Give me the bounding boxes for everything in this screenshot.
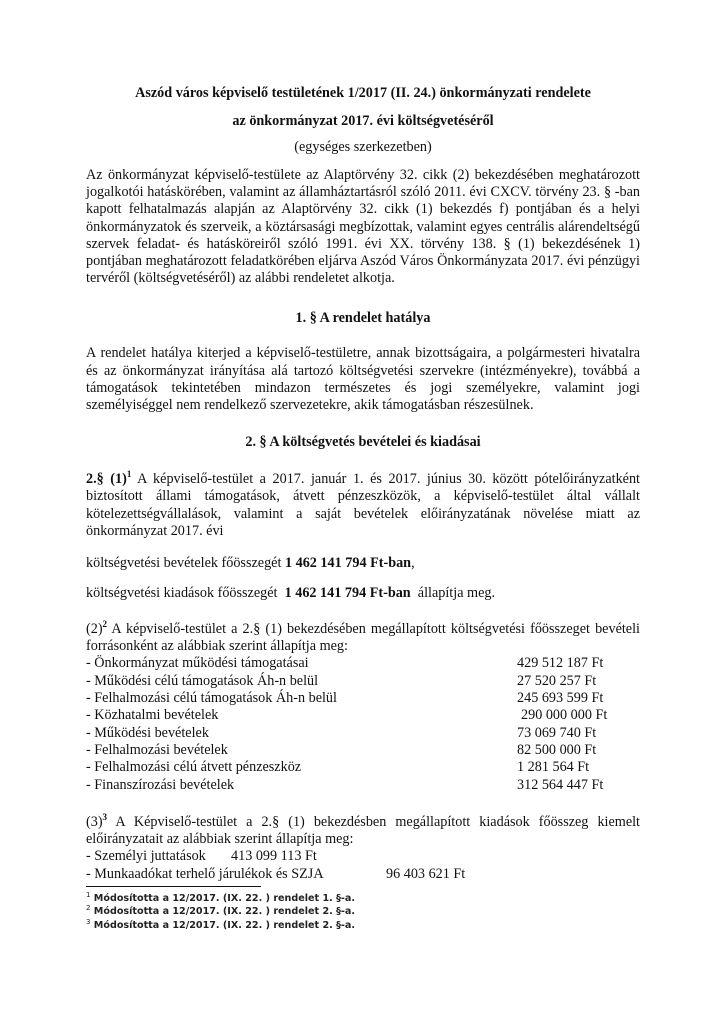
item-value: 96 403 621 Ft bbox=[386, 865, 466, 882]
paragraph-text: A képviselő-testület a 2.§ (1) bekezdésében megállapított költségvetési főösszeget bevételi forrásonként az alábbiak szerint állapítja meg: bbox=[86, 621, 640, 655]
revenue-sources-list bbox=[86, 655, 640, 793]
list-item bbox=[86, 848, 640, 865]
document-title-line-1: Aszód város képviselő testületének 1/2017 (II. 24.) önkormányzati rendelete bbox=[135, 85, 591, 101]
footnote-separator bbox=[86, 886, 261, 887]
list-item bbox=[86, 690, 640, 707]
section-2-heading: 2. § A költségvetés bevételei és kiadásai bbox=[245, 434, 481, 451]
item-label: - Önkormányzat működési támogatásai bbox=[86, 655, 309, 672]
section-2-paragraph-1 bbox=[86, 471, 640, 540]
footnote-ref-1[interactable]: 1 bbox=[126, 469, 132, 480]
paragraph-text: A Képviselő-testület a 2.§ (1) bekezdésben megállapított kiadások főösszeg kiemelt előirányzatait az alábbiak szerint állapítja meg: bbox=[86, 813, 640, 848]
footnote-text: Módosította a 12/2017. (IX. 22. ) rendelet 2. §-a. bbox=[90, 919, 356, 931]
revenue-total-suffix: , bbox=[411, 555, 415, 572]
item-value: 290 000 000 Ft bbox=[521, 707, 608, 724]
item-label: - Felhalmozási célú támogatások Áh-n belül bbox=[86, 690, 337, 707]
revenue-total-amount: 1 462 141 794 Ft-ban bbox=[284, 555, 412, 572]
item-label: - Felhalmozási célú átvett pénzeszköz bbox=[86, 759, 302, 776]
revenue-total-line bbox=[86, 554, 640, 572]
footnote-2 bbox=[86, 905, 355, 918]
section-2-paragraph-2 bbox=[86, 621, 640, 655]
list-item bbox=[86, 759, 640, 776]
list-item bbox=[86, 725, 640, 742]
footnote-text: Módosította a 12/2017. (IX. 22. ) rendelet 1. §-a. bbox=[90, 893, 356, 904]
paragraph-number: 2.§ (1) bbox=[86, 471, 127, 488]
item-label: - Működési bevételek bbox=[86, 724, 209, 741]
revenue-total-label: költségvetési bevételek főösszegét bbox=[86, 555, 285, 572]
paragraph-number: (2) bbox=[86, 621, 103, 638]
list-item bbox=[86, 777, 640, 794]
item-value: 1 281 564 Ft bbox=[517, 759, 590, 776]
expense-total-suffix: állapítja meg. bbox=[410, 585, 496, 602]
item-value: 82 500 000 Ft bbox=[517, 741, 597, 758]
document-page bbox=[86, 84, 640, 883]
item-label: - Felhalmozási bevételek bbox=[86, 741, 228, 758]
document-title-line-2: az önkormányzat 2017. évi költségvetéséről bbox=[232, 113, 494, 129]
footnote-3 bbox=[86, 919, 355, 932]
footnotes bbox=[86, 892, 355, 932]
expense-total-amount: 1 462 141 794 Ft-ban bbox=[284, 585, 411, 602]
footnote-number: 3 bbox=[86, 917, 91, 926]
footnote-number: 2 bbox=[86, 904, 91, 913]
item-label: - Munkaadókat terhelő járulékok és SZJA bbox=[86, 865, 324, 882]
footnote-number: 1 bbox=[86, 891, 91, 899]
item-value: 27 520 257 Ft bbox=[517, 672, 597, 689]
expense-total-line bbox=[86, 584, 640, 602]
item-label: - Közhatalmi bevételek bbox=[86, 707, 219, 724]
list-item bbox=[86, 673, 640, 690]
list-item bbox=[86, 707, 640, 724]
document-subtitle: (egységes szerkezetben) bbox=[294, 139, 432, 155]
preamble-paragraph: Az önkormányzat képviselő-testülete az Alaptörvény 32. cikk (2) bekezdésében meghatározott jogalkotói hatáskörében, valamint az államháztartásról szóló 2011. évi CXCV. törvény 23. § -ban kapott felhatalmazás alapján az Alaptörvény 32. cikk (1) bekezdés f) pontjában és a helyi önkormányzatok és szerveik, a köztársasági megbízottak, valamint egyes centrális alárendeltségű szervek feladat- és hatásköreiről szóló 1991. évi XX. törvény 138. § (1) bekezdésének 1) pontjában meghatározott feladatkörében eljárva Aszód Város Önkormányzata 2017. évi pénzügyi tervéről (költségvetéséről) az alábbi rendeletet alkotja. bbox=[86, 167, 640, 287]
expense-total-label: költségvetési kiadások főösszegét bbox=[86, 585, 285, 602]
list-item bbox=[86, 866, 640, 883]
list-item bbox=[86, 742, 640, 759]
list-item bbox=[86, 655, 640, 672]
item-label: - Finanszírozási bevételek bbox=[86, 776, 235, 793]
item-value: 413 099 113 Ft bbox=[231, 848, 317, 865]
item-value: 245 693 599 Ft bbox=[517, 690, 604, 707]
footnote-ref-3[interactable]: 3 bbox=[102, 811, 108, 822]
section-1-paragraph: A rendelet hatálya kiterjed a képviselő-testületre, annak bizottságaira, a polgármesteri hivatalra és az önkormányzat irányítása alá tartozó költségvetési szervekre (intézményekre), továbbá a támogatások tekintetében mindazon természetes és jogi személyekre, valamint jogi személyiséggel nem rendelkező szervezetekre, akik támogatásban részesülnek. bbox=[86, 345, 640, 414]
footnote-1 bbox=[86, 892, 355, 905]
item-value: 73 069 740 Ft bbox=[517, 724, 597, 741]
paragraph-text: A képviselő-testület a 2017. január 1. és 2017. június 30. között pótelőirányzatként biztosított állami támogatások, átvett pénzeszközök, a képviselő-testület által vállalt kötelezettségvállalások, valamint a saját bevételek előirányzatának növelése miatt az önkormányzat 2017. évi bbox=[86, 471, 640, 539]
item-label: - Személyi juttatások bbox=[86, 848, 206, 865]
item-value: 312 564 447 Ft bbox=[517, 776, 604, 793]
expense-items-list bbox=[86, 848, 640, 883]
section-1-heading: 1. § A rendelet hatálya bbox=[295, 310, 431, 327]
paragraph-number: (3) bbox=[86, 813, 103, 830]
section-2-paragraph-3 bbox=[86, 811, 640, 848]
footnote-text: Módosította a 12/2017. (IX. 22. ) rendelet 2. §-a. bbox=[90, 906, 356, 918]
footnote-ref-2[interactable]: 2 bbox=[102, 619, 108, 630]
item-value: 429 512 187 Ft bbox=[517, 655, 604, 672]
item-label: - Működési célú támogatások Áh-n belül bbox=[86, 672, 319, 689]
